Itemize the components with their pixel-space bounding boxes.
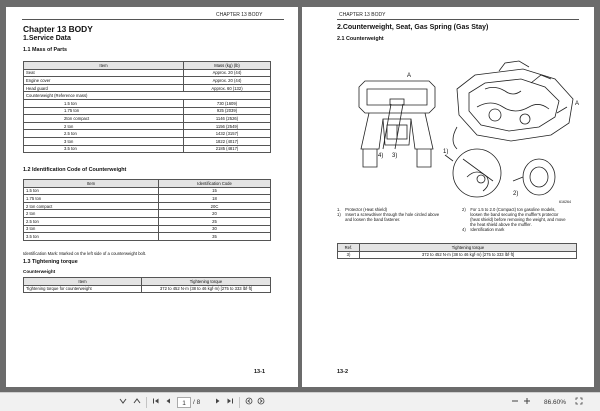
running-header: CHAPTER 13 BODY: [339, 12, 386, 18]
table-cell: 3 ton: [24, 225, 159, 233]
counterweight-figure: [345, 49, 581, 205]
table-cell: 2 ton compact: [24, 202, 159, 210]
table-row: [24, 107, 271, 115]
table-cell: 1.75 ton: [24, 195, 159, 203]
note-line: 4) Identification mark: [462, 227, 505, 232]
table-cell: 1.75 ton: [24, 107, 184, 115]
page-number: 13-1: [254, 369, 266, 375]
table-header-cell: Ref.: [338, 244, 360, 252]
zoom-in-icon[interactable]: [522, 397, 532, 408]
table-cell: Tightening torque for counterweight: [24, 285, 142, 293]
table-cell: 18: [159, 195, 271, 203]
table-cell: Head guard: [24, 84, 184, 92]
callout-4: 4): [378, 153, 384, 159]
table-cell: Approx. 20 (44): [184, 77, 271, 85]
section-service-data: 1.Service Data: [23, 35, 71, 42]
table-row: [24, 225, 271, 233]
table-cell: 3.5 ton: [24, 233, 159, 241]
table-cell: 2 ton: [24, 210, 159, 218]
table-row: [24, 187, 271, 195]
table-row: [24, 145, 271, 153]
table-cell: Approx. 60 (132): [184, 84, 271, 92]
subsection-mass-of-parts: 1.1 Mass of Parts: [23, 47, 68, 53]
subsection-identification-code: 1.2 Identification Code of Counterweight: [23, 167, 127, 173]
zoom-out-icon[interactable]: [510, 397, 520, 408]
tightening-torque-table: [23, 277, 271, 293]
table-cell: 3 ton: [24, 137, 184, 145]
table-header-row: [338, 244, 577, 252]
table-cell: 3): [338, 251, 360, 259]
table-header-cell: Identification Code: [159, 180, 271, 188]
table-cell: 1156 (2549): [184, 122, 271, 130]
table-row: [24, 195, 271, 203]
table-cell: 1146 (2526): [184, 115, 271, 123]
table-row: [24, 77, 271, 85]
table-row: [24, 233, 271, 241]
table-cell: 372 to 452 N·m (38 to 46 kgf·m) [275 to 333 lbf·ft]: [360, 251, 577, 259]
toolbar-separator: [146, 397, 147, 408]
table-cell: 20C: [159, 202, 271, 210]
zoom-level[interactable]: 86.60%: [543, 399, 567, 406]
counterweight-label: Counterweight: [23, 269, 56, 274]
table-row: [24, 137, 271, 145]
table-cell: 730 (1609): [184, 99, 271, 107]
next-page-icon[interactable]: [213, 397, 223, 408]
table-row: [24, 122, 271, 130]
callout-a-right: A: [575, 101, 580, 107]
table-row: [24, 285, 271, 293]
note-line: loosen the band securing the muffler's protector: [462, 212, 559, 217]
section-counterweight-seat-gas-spring: 2.Counterweight, Seat, Gas Spring (Gas Stay): [337, 24, 489, 31]
table-cell: 35: [159, 233, 271, 241]
expand-icon[interactable]: [574, 397, 584, 408]
figure-notes-left: [337, 207, 457, 222]
table-row: [24, 84, 271, 92]
pdf-viewer-toolbar: [0, 392, 600, 411]
table-cell: 15: [159, 187, 271, 195]
table-header-cell: Mass (kg) (lb): [184, 62, 271, 70]
table-row: [338, 251, 577, 259]
chapter-title: Chapter 13 BODY: [23, 24, 93, 34]
table-row: [24, 130, 271, 138]
table-row: [24, 210, 271, 218]
note-line: 1) Insert a screwdriver through the hole circled above: [337, 212, 440, 217]
table-row: [24, 115, 271, 123]
table-cell: 25: [159, 217, 271, 225]
table-row: [24, 99, 271, 107]
identification-note: Identification Mark: Marked on the left side of a counterweight bolt.: [23, 251, 147, 256]
callout-3: 3): [392, 153, 398, 159]
callout-2: 2): [513, 191, 519, 197]
table-header-row: [24, 278, 271, 286]
table-header-cell: Item: [24, 278, 142, 286]
tightening-torque-ref-table: [337, 243, 577, 259]
table-cell: 3.5 ton: [24, 145, 184, 153]
table-cell: 2.5 ton: [24, 130, 184, 138]
last-page-icon[interactable]: [225, 397, 235, 408]
running-header: CHAPTER 13 BODY: [216, 12, 263, 18]
table-header-row: [24, 62, 271, 70]
table-header-cell: Item: [24, 62, 184, 70]
identification-code-table: [23, 179, 271, 241]
first-page-icon[interactable]: [151, 397, 161, 408]
table-cell: 372 to 452 N·m (38 to 46 kgf·m) [275 to 333 lbf·ft]: [142, 285, 271, 293]
table-cell: 2.5 ton: [24, 217, 159, 225]
table-group-row: [24, 92, 271, 100]
table-cell: Seat: [24, 69, 184, 77]
forklift-rear-illustration: [345, 49, 581, 205]
right-document-page: [302, 7, 594, 387]
figure-code: 616264: [559, 200, 571, 204]
table-cell: 2ton compact: [24, 115, 184, 123]
note-line: 2) For 1.5 to 2.0 (Compact) ton gasoline models,: [462, 207, 556, 212]
table-header-row: [24, 180, 271, 188]
header-rule: [22, 19, 284, 20]
toolbar-separator: [239, 397, 240, 408]
subsection-counterweight: 2.1 Counterweight: [337, 36, 384, 42]
table-cell: 1.5 ton: [24, 99, 184, 107]
scroll-down-icon[interactable]: [118, 397, 128, 408]
table-header-cell: Item: [24, 180, 159, 188]
figure-notes-right: [462, 207, 590, 232]
table-header-cell: Tightening torque: [360, 244, 577, 252]
table-cell: 20: [159, 210, 271, 218]
header-rule: [337, 19, 579, 20]
table-cell: 30: [159, 225, 271, 233]
table-cell: Approx. 20 (44): [184, 69, 271, 77]
next-view-icon[interactable]: [256, 397, 266, 408]
prev-view-icon[interactable]: [244, 397, 254, 408]
note-line: 1. Protector (Heat shield): [337, 207, 388, 212]
scroll-up-icon[interactable]: [132, 397, 142, 408]
table-group-label: Counterweight (Reference mass): [24, 92, 271, 100]
callout-1: 1): [443, 149, 449, 155]
table-cell: 2185 (4817): [184, 145, 271, 153]
page-total-label: / 8: [193, 399, 201, 406]
table-row: [24, 217, 271, 225]
table-cell: Engine cover: [24, 77, 184, 85]
page-number: 13-2: [337, 369, 349, 375]
table-row: [24, 69, 271, 77]
table-row: [24, 202, 271, 210]
left-document-page: [6, 7, 298, 387]
table-cell: 1.5 ton: [24, 187, 159, 195]
callout-a-top: A: [407, 73, 412, 79]
table-cell: 1822 (4017): [184, 137, 271, 145]
subsection-tightening-torque: 1.3 Tightening torque: [23, 259, 78, 265]
note-line: the heat shield above the muffler.: [462, 222, 532, 227]
note-line: (heat shield) before removing the weight, and move: [462, 217, 566, 222]
table-cell: 925 (2039): [184, 107, 271, 115]
page-number-input[interactable]: 1: [177, 397, 191, 408]
table-cell: 1432 (3157): [184, 130, 271, 138]
prev-page-icon[interactable]: [163, 397, 173, 408]
table-cell: 2 ton: [24, 122, 184, 130]
note-line: and loosen the band fastener.: [337, 217, 401, 222]
table-header-cell: Tightening torque: [142, 278, 271, 286]
mass-of-parts-table: [23, 61, 271, 153]
